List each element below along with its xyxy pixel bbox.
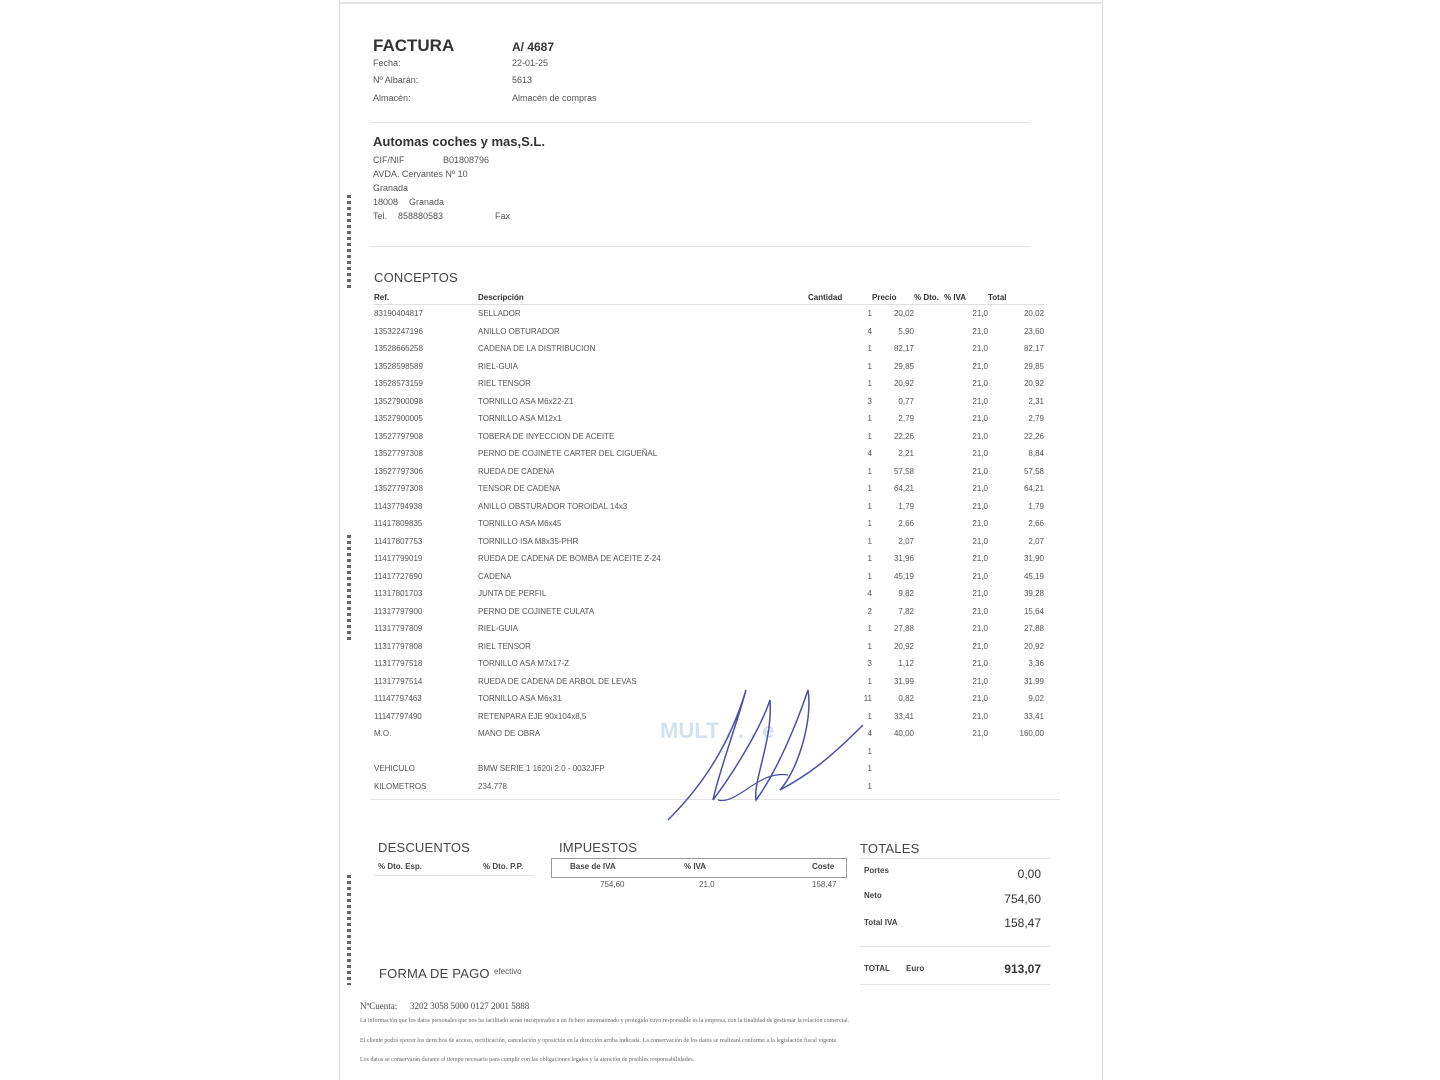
row-quantity: 11 (863, 694, 872, 704)
tel-label: Tel. (373, 211, 388, 221)
row-vat: 21,0 (972, 641, 988, 651)
stamp-text: MULT . . . e (660, 718, 775, 743)
row-price: 27,88 (893, 624, 914, 634)
total-vat-value: 158,47 (1004, 916, 1041, 930)
row-description: TENSOR DE CADENA (478, 484, 561, 494)
row-vat: 21,0 (972, 466, 988, 476)
row-quantity: 1 (867, 501, 872, 511)
row-total: 15,64 (1023, 606, 1044, 616)
row-total: 57,58 (1023, 466, 1044, 476)
row-price: 20,02 (893, 309, 914, 319)
row-price: 0,77 (898, 396, 914, 406)
row-ref: 11317801703 (374, 589, 423, 599)
row-quantity: 2 (867, 606, 872, 616)
row-ref: 83190404817 (374, 309, 423, 319)
invoice-page (339, 0, 1103, 1080)
neto-value: 754,60 (1004, 892, 1041, 906)
col-price: Precio (872, 290, 914, 305)
discount-esp-label: % Dto. Esp. (378, 862, 423, 871)
row-ref: 11317797808 (374, 641, 423, 651)
row-total: 160,00 (1019, 729, 1044, 739)
row-ref: 11317797518 (374, 659, 423, 669)
row-quantity: 3 (867, 396, 872, 406)
row-ref: 11317797809 (374, 624, 423, 634)
table-row (374, 638, 1044, 656)
row-price: 20,92 (893, 641, 914, 651)
row-total: 1,79 (1028, 501, 1044, 511)
row-discount (914, 568, 944, 586)
row-total: 29,85 (1023, 361, 1044, 371)
row-discount (914, 323, 944, 341)
row-description: ANILLO OBSTURADOR TOROIDAL 14x3 (478, 501, 628, 511)
row-discount (914, 410, 944, 428)
row-total: 9,02 (1028, 694, 1044, 704)
row-description: TORNILLO ASA M6x22-Z1 (478, 396, 574, 406)
row-quantity: 3 (867, 659, 872, 669)
date-value: 22-01-25 (512, 58, 549, 68)
row-discount (914, 585, 944, 603)
divider (860, 858, 1050, 859)
binding-mark (347, 535, 351, 640)
row-discount (914, 690, 944, 708)
row-ref: 13528573159 (374, 379, 423, 389)
row-quantity: 1 (867, 711, 872, 721)
row-vat: 21,0 (972, 484, 988, 494)
tax-rate-value: 21,0 (699, 880, 715, 889)
row-ref: 13527797908 (374, 431, 423, 441)
tax-rate-label: % IVA (684, 862, 707, 871)
row-total (988, 778, 1044, 796)
row-total: 64,21 (1023, 484, 1044, 494)
row-price: 33,41 (893, 711, 914, 721)
row-vat: 21,0 (972, 379, 988, 389)
col-total: Total (988, 290, 1044, 305)
row-ref: 11417799019 (374, 554, 423, 564)
row-discount (914, 358, 944, 376)
row-total: 2,79 (1028, 414, 1044, 424)
row-vat: 21,0 (972, 571, 988, 581)
table-row (374, 410, 1044, 428)
row-description: RUEDA DE CADENA (478, 466, 555, 476)
row-quantity: 1 (867, 361, 872, 371)
tax-cost-label: Coste (812, 862, 835, 871)
row-price: 57,58 (893, 466, 914, 476)
payment-method: efectivo (494, 967, 522, 976)
table-row (374, 428, 1044, 446)
portes-label: Portes (864, 866, 889, 875)
row-discount (914, 305, 944, 323)
row-description: PERNO DE COJINETE CARTER DEL CIGUEÑAL (478, 449, 658, 459)
warehouse-label: Almacén: (373, 93, 411, 103)
row-discount (914, 708, 944, 726)
signature-stroke (668, 690, 863, 820)
row-quantity: 1 (867, 554, 872, 564)
table-row (374, 533, 1044, 551)
row-total: 33,41 (1023, 711, 1044, 721)
row-description: TORNILLO ASA M12x1 (478, 414, 562, 424)
row-description: TORNILLO ASA M6x45 (478, 519, 562, 529)
table-row (374, 305, 1044, 323)
row-price: 1,79 (898, 501, 914, 511)
binding-mark (347, 195, 351, 290)
company-postal: 18008 (373, 197, 399, 207)
row-price: 64,21 (893, 484, 914, 494)
row-quantity: 1 (867, 676, 872, 686)
row-total: 20,02 (1023, 309, 1044, 319)
invoice-number: A/ 4687 (512, 40, 555, 54)
row-vat: 21,0 (972, 624, 988, 634)
table-row (374, 340, 1044, 358)
row-ref: 11417807753 (374, 536, 423, 546)
row-quantity: 1 (867, 536, 872, 546)
row-ref: 13528666258 (374, 344, 423, 354)
row-price: 2,66 (898, 519, 914, 529)
row-ref (374, 743, 478, 761)
row-vat: 21,0 (972, 606, 988, 616)
discount-pp-label: % Dto. P.P. (483, 862, 524, 871)
account-number: 3202 3058 5000 0127 2001 5888 (410, 1001, 530, 1011)
divider (370, 246, 1030, 247)
col-vat: % IVA (944, 290, 988, 305)
table-row (374, 568, 1044, 586)
row-quantity: 1 (867, 519, 872, 529)
row-description: SELLADOR (478, 309, 521, 319)
row-discount (914, 463, 944, 481)
row-total (988, 760, 1044, 778)
row-vat (944, 760, 988, 778)
table-row (374, 463, 1044, 481)
cif-label: CIF/NIF (373, 155, 405, 165)
row-description: TORNILLO ASA M7x17-Z (478, 659, 569, 669)
row-quantity: 1 (867, 764, 872, 774)
row-ref: 13527797306 (374, 466, 423, 476)
signature (658, 680, 878, 825)
col-discount: % Dto. (914, 290, 944, 305)
row-total: 8,84 (1028, 449, 1044, 459)
row-vat: 21,0 (972, 659, 988, 669)
row-total: 2,31 (1028, 396, 1044, 406)
table-row (374, 620, 1044, 638)
row-vat: 21,0 (972, 501, 988, 511)
col-quantity: Cantidad (808, 290, 872, 305)
row-ref: M.O. (374, 729, 392, 739)
row-price (872, 778, 914, 796)
row-description: RIEL-GUIA (478, 624, 519, 634)
row-discount (914, 498, 944, 516)
row-description: CADENA (478, 571, 512, 581)
row-discount (914, 340, 944, 358)
row-total: 20,92 (1023, 379, 1044, 389)
row-price: 31,96 (893, 554, 914, 564)
row-description: ANILLO OBTURADOR (478, 326, 560, 336)
binding-mark (347, 875, 351, 985)
tel-value: 858880583 (398, 211, 444, 221)
row-description: RUEDA DE CADENA DE BOMBA DE ACEITE Z-24 (478, 554, 661, 564)
row-price (872, 743, 914, 761)
row-description: TORNILLO ASA M6x31 (478, 694, 562, 704)
row-vat: 21,0 (972, 711, 988, 721)
row-ref: VEHICULO (374, 764, 415, 774)
totals-heading: TOTALES (860, 841, 920, 856)
row-ref: 11437794938 (374, 501, 423, 511)
row-price: 0,82 (898, 694, 914, 704)
row-vat: 21,0 (972, 676, 988, 686)
row-price: 45,19 (893, 571, 914, 581)
discounts-heading: DESCUENTOS (378, 840, 471, 855)
row-description: RIEL-GUIA (478, 361, 519, 371)
row-discount (914, 673, 944, 691)
row-quantity: 4 (867, 449, 872, 459)
row-price (872, 760, 914, 778)
row-total: 39,28 (1023, 589, 1044, 599)
row-quantity: 1 (867, 781, 872, 791)
row-total: 23,60 (1023, 326, 1044, 336)
table-row (374, 655, 1044, 673)
row-vat (944, 743, 988, 761)
row-ref: 13528598589 (374, 361, 423, 371)
row-total: 3,36 (1028, 659, 1044, 669)
row-vat: 21,0 (972, 414, 988, 424)
row-discount (914, 725, 944, 743)
row-description: PERNO DE COJINETE CULATA (478, 606, 595, 616)
total-vat-label: Total IVA (864, 918, 898, 927)
row-price: 2,21 (898, 449, 914, 459)
row-description: TORNILLO ISA M8x35-PHR (478, 536, 579, 546)
invoice-title: FACTURA (373, 36, 455, 55)
row-quantity: 1 (867, 641, 872, 651)
row-total: 31,99 (1023, 676, 1044, 686)
row-vat: 21,0 (972, 449, 988, 459)
table-row (374, 603, 1044, 621)
delivery-note-value: 5613 (512, 75, 533, 85)
row-price: 82,17 (893, 344, 914, 354)
divider (860, 984, 1050, 985)
row-quantity: 4 (867, 326, 872, 336)
divider (860, 946, 1050, 947)
row-discount (914, 760, 944, 778)
row-total: 31,90 (1023, 554, 1044, 564)
row-price: 2,07 (898, 536, 914, 546)
row-vat: 21,0 (972, 326, 988, 336)
delivery-note-label: Nº Albarán: (373, 75, 419, 85)
tax-base-label: Base de IVA (570, 862, 616, 871)
row-ref: 11147797463 (374, 694, 422, 704)
row-total: 2,07 (1028, 536, 1044, 546)
row-price: 31,99 (893, 676, 914, 686)
row-discount (914, 603, 944, 621)
cif-value: B01808796 (443, 155, 490, 165)
account-label: NºCuenta: (360, 1001, 398, 1011)
row-ref: 11417727690 (374, 571, 423, 581)
company-city: Granada (373, 183, 409, 193)
row-discount (914, 778, 944, 796)
row-vat (944, 778, 988, 796)
taxes-heading: IMPUESTOS (559, 840, 638, 855)
row-price: 20,92 (893, 379, 914, 389)
tax-cost-value: 158,47 (812, 880, 837, 889)
row-price: 2,79 (898, 414, 914, 424)
row-quantity: 1 (867, 309, 872, 319)
table-row (374, 585, 1044, 603)
row-total: 22,26 (1023, 431, 1044, 441)
row-ref: 11417809835 (374, 519, 423, 529)
row-discount (914, 620, 944, 638)
row-description: RUEDA DE CADENA DE ARBOL DE LEVAS (478, 676, 637, 686)
row-vat: 21,0 (972, 536, 988, 546)
grand-total-label: TOTAL (864, 964, 890, 973)
row-total: 20,92 (1023, 641, 1044, 651)
row-quantity: 1 (867, 746, 872, 756)
row-quantity: 1 (867, 571, 872, 581)
table-row (374, 480, 1044, 498)
row-description: JUNTA DE PERFIL (478, 589, 547, 599)
col-description: Descripción (478, 290, 808, 305)
row-total: 2,66 (1028, 519, 1044, 529)
row-description: MANO DE OBRA (478, 729, 541, 739)
col-ref: Ref. (374, 290, 478, 305)
row-ref: 13527900005 (374, 414, 423, 424)
row-price: 29,85 (893, 361, 914, 371)
row-vat: 21,0 (972, 361, 988, 371)
company-address: AVDA. Cervantes Nº 10 (373, 169, 468, 179)
row-price: 7,82 (898, 606, 914, 616)
row-ref: 11317797900 (374, 606, 423, 616)
table-row (374, 515, 1044, 533)
row-vat: 21,0 (972, 729, 988, 739)
row-ref: 11317797514 (374, 676, 423, 686)
row-quantity: 1 (867, 414, 872, 424)
row-vat: 21,0 (972, 431, 988, 441)
table-header-row (374, 290, 1044, 305)
row-vat: 21,0 (972, 694, 988, 704)
row-discount (914, 655, 944, 673)
legal-text-3: Los datos se conservarán durante el tiempo necesario para cumplir con las obligaciones legales y la atención de posibles responsabilidades. (360, 1057, 695, 1063)
row-description: TOBERA DE INYECCION DE ACEITE (478, 431, 615, 441)
row-discount (914, 550, 944, 568)
table-row (374, 498, 1044, 516)
row-ref: 13532247196 (374, 326, 423, 336)
row-price: 5,90 (898, 326, 914, 336)
row-vat: 21,0 (972, 344, 988, 354)
row-vat: 21,0 (972, 309, 988, 319)
row-description: CADENA DE LA DISTRIBUCION (478, 344, 596, 354)
row-discount (914, 533, 944, 551)
company-name: Automas coches y mas,S.L. (373, 134, 545, 149)
row-ref: 11147797490 (374, 711, 422, 721)
row-total: 82,17 (1023, 344, 1044, 354)
row-discount (914, 445, 944, 463)
table-row (374, 445, 1044, 463)
row-quantity: 1 (867, 466, 872, 476)
row-quantity: 1 (867, 484, 872, 494)
portes-value: 0,00 (1017, 867, 1041, 881)
tax-base-value: 754,60 (600, 880, 625, 889)
row-vat: 21,0 (972, 396, 988, 406)
row-price: 40,00 (893, 729, 914, 739)
table-row (374, 358, 1044, 376)
row-price: 22,26 (893, 431, 914, 441)
row-quantity: 1 (867, 624, 872, 634)
row-description: RIEL TENSOR (478, 641, 531, 651)
table-row (374, 393, 1044, 411)
row-quantity: 1 (867, 431, 872, 441)
legal-text-1: La información que los datos personales que nos ha facilitado serán incorporados a un fichero automatizado y protegido cuyo responsable es la empresa, con la finalidad de gestionar la relación comercial. (360, 1018, 850, 1024)
row-discount (914, 743, 944, 761)
table-row (374, 550, 1044, 568)
row-ref: 13527797308 (374, 484, 423, 494)
row-quantity: 4 (867, 729, 872, 739)
divider (370, 122, 1030, 123)
row-description: RIEL TENSOR (478, 379, 531, 389)
row-quantity: 4 (867, 589, 872, 599)
row-total: 45,19 (1023, 571, 1044, 581)
row-discount (914, 393, 944, 411)
row-quantity: 1 (867, 379, 872, 389)
warehouse-value: Almacén de compras (512, 93, 597, 103)
row-ref: KILOMETROS (374, 781, 427, 791)
row-discount (914, 375, 944, 393)
row-vat: 21,0 (972, 554, 988, 564)
table-row (374, 375, 1044, 393)
row-price: 1,12 (898, 659, 914, 669)
grand-total-value: 913,07 (1004, 962, 1041, 976)
date-label: Fecha: (373, 58, 401, 68)
company-city2: Granada (409, 197, 445, 207)
legal-text-2: El cliente podrá ejercer los derechos de acceso, rectificación, cancelación y oposición en la dirección arriba indicada. La conservación de los datos se realizará conforme a la legislación fiscal vigente. (360, 1038, 838, 1044)
fax-label: Fax (495, 211, 511, 221)
row-total: 27,88 (1023, 624, 1044, 634)
row-quantity: 1 (867, 344, 872, 354)
row-description: 234.778 (478, 781, 507, 791)
table-row (374, 323, 1044, 341)
row-price: 9,82 (898, 589, 914, 599)
row-vat: 21,0 (972, 519, 988, 529)
row-discount (914, 480, 944, 498)
row-description: BMW SERIE 1 1620i 2.0 - 0032JFP (478, 764, 605, 774)
row-description: RETENPARA EJE 90x104x8,5 (478, 711, 587, 721)
row-discount (914, 638, 944, 656)
row-discount (914, 428, 944, 446)
divider (374, 875, 534, 876)
row-discount (914, 515, 944, 533)
row-ref: 13527900098 (374, 396, 423, 406)
row-ref: 13527797308 (374, 449, 423, 459)
row-vat: 21,0 (972, 589, 988, 599)
concepts-heading: CONCEPTOS (374, 270, 458, 285)
neto-label: Neto (864, 891, 882, 900)
row-total (988, 743, 1044, 761)
payment-label: FORMA DE PAGO (379, 966, 490, 981)
currency-label: Euro (906, 964, 925, 973)
